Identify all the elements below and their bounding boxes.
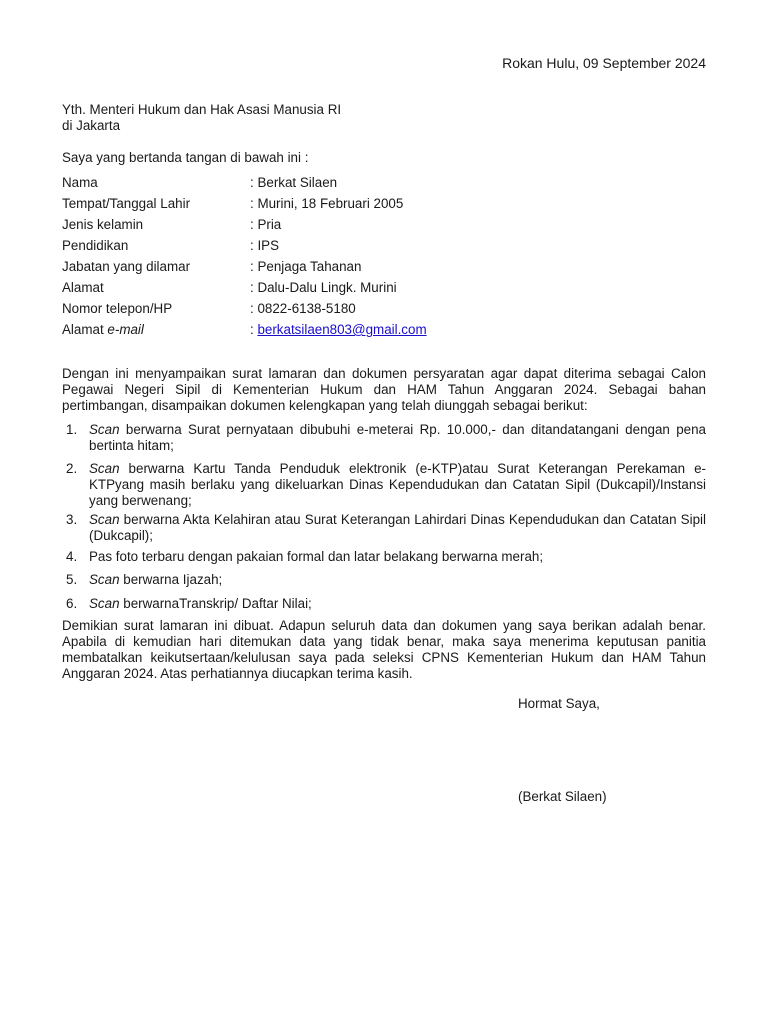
detail-label: Tempat/Tanggal Lahir <box>62 196 191 211</box>
list-item-number: 3. <box>66 512 78 527</box>
detail-row-phone <box>62 298 427 319</box>
list-item-italic: Scan <box>89 512 120 527</box>
signature-name: (Berkat Silaen) <box>518 789 607 804</box>
detail-row-position <box>62 256 427 277</box>
list-item-number: 6. <box>66 596 78 611</box>
detail-label: Nama <box>62 175 98 190</box>
list-item-text: berwarnaTranskrip/ Daftar Nilai; <box>119 596 312 611</box>
detail-value: : Pria <box>250 217 282 232</box>
list-item-number: 4. <box>66 549 78 564</box>
closing-paragraph: Demikian surat lamaran ini dibuat. Adapun seluruh data dan dokumen yang saya berikan adalah benar. Apabila di kemudian hari ditemukan data yang tidak benar, maka saya menerima keputusan panitia membatalkan keikutsertaan/kelulusan saya pada seleksi CPNS Kementerian Hukum dan HAM Tahun Anggaran 2024. Atas perhatiannya diucapkan terima kasih. <box>62 618 706 681</box>
list-item-number: 5. <box>66 572 78 587</box>
recipient-line-2: di Jakarta <box>62 118 121 133</box>
detail-value: : Berkat Silaen <box>250 175 338 190</box>
detail-label: Alamat <box>62 280 104 295</box>
list-item-text: berwarna Ijazah; <box>119 572 223 587</box>
detail-value: : Murini, 18 Februari 2005 <box>250 196 404 211</box>
list-item-text: berwarna Surat pernyataan dibubuhi e-meterai Rp. 10.000,- dan ditandatangani dengan pena bertinta hitam; <box>89 422 706 453</box>
list-item-text: berwarna Akta Kelahiran atau Surat Keterangan Lahirdari Dinas Kependudukan dan Catatan Sipil (Dukcapil); <box>89 512 706 543</box>
closing-salutation: Hormat Saya, <box>518 696 600 711</box>
recipient-line-1: Yth. Menteri Hukum dan Hak Asasi Manusia RI <box>62 102 342 117</box>
detail-row-name <box>62 172 427 193</box>
detail-label: Jenis kelamin <box>62 217 144 232</box>
list-item-italic: Scan <box>89 461 120 476</box>
list-item-italic: Scan <box>89 572 120 587</box>
list-item <box>62 422 706 454</box>
email-colon: : <box>250 322 258 337</box>
list-item-text: berwarna Kartu Tanda Penduduk elektronik (e-KTP)atau Surat Keterangan Perekaman e-KTPyang masih berlaku yang dikeluarkan Dinas Kependudukan dan Catatan Sipil (Dukcapil)/Instansi yang berwenang; <box>89 461 706 508</box>
detail-value: : Penjaga Tahanan <box>250 259 362 274</box>
detail-label: Nomor telepon/HP <box>62 301 173 316</box>
detail-value: : Dalu-Dalu Lingk. Murini <box>250 280 397 295</box>
detail-row-birth <box>62 193 427 214</box>
list-item-italic: Scan <box>89 422 120 437</box>
list-item <box>62 572 706 588</box>
list-item <box>62 512 706 544</box>
list-item <box>62 596 706 612</box>
email-link[interactable]: berkatsilaen803@gmail.com <box>257 322 427 337</box>
detail-label: Jabatan yang dilamar <box>62 259 191 274</box>
list-item-number: 1. <box>66 422 78 437</box>
detail-value: : 0822-6138-5180 <box>250 301 356 316</box>
recipient-address <box>62 102 341 134</box>
detail-row-gender <box>62 214 427 235</box>
list-item <box>62 549 706 565</box>
email-label-italic: e-mail <box>107 322 144 337</box>
place-date: Rokan Hulu, 09 September 2024 <box>502 55 706 71</box>
list-item <box>62 461 706 509</box>
intro-line: Saya yang bertanda tangan di bawah ini : <box>62 150 309 165</box>
list-item-text: Pas foto terbaru dengan pakaian formal dan latar belakang berwarna merah; <box>89 549 544 564</box>
opening-paragraph: Dengan ini menyampaikan surat lamaran dan dokumen persyaratan agar dapat diterima sebagai Calon Pegawai Negeri Sipil di Kementerian Hukum dan HAM Tahun Anggaran 2024. Sebagai bahan pertimbangan, disampaikan dokumen kelengkapan yang telah diunggah sebagai berikut: <box>62 366 706 413</box>
detail-value: : IPS <box>250 238 280 253</box>
list-item-number: 2. <box>66 461 78 476</box>
detail-label: Pendidikan <box>62 238 129 253</box>
applicant-details <box>62 172 427 340</box>
email-label-prefix: Alamat <box>62 322 108 337</box>
detail-row-education <box>62 235 427 256</box>
detail-row-email <box>62 319 427 340</box>
list-item-italic: Scan <box>89 596 120 611</box>
detail-row-address <box>62 277 427 298</box>
email-label <box>62 319 250 340</box>
